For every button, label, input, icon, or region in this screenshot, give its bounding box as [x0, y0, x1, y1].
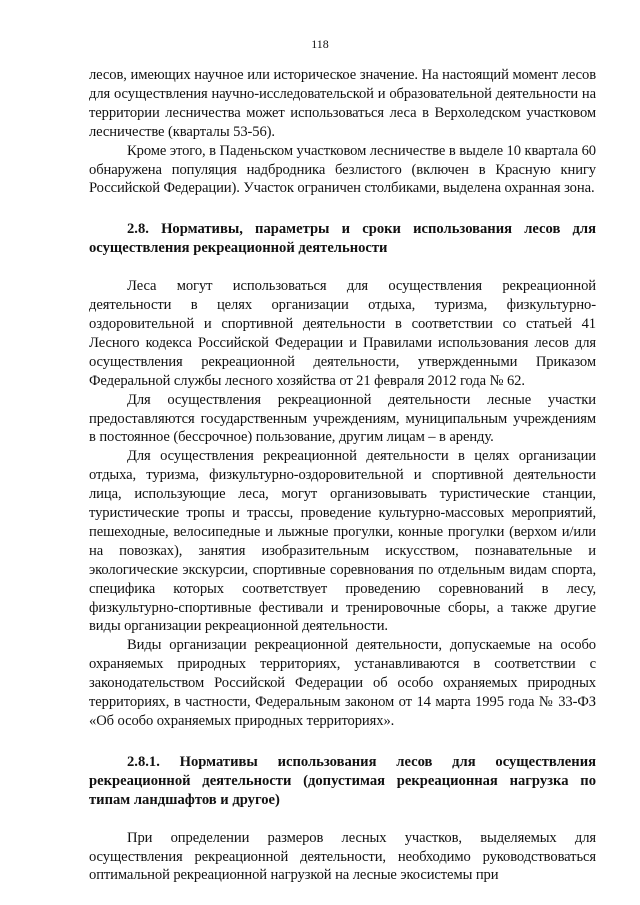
document-body — [89, 66, 596, 885]
paragraph: Леса могут использоваться для осуществления рекреационной деятельности в целях организации отдыха, туризма, физкультурно-оздоровительной и спортивной деятельности в соответствии со статьей 41 Лесного кодекса Российской Федерации и Правилами использования лесов для осуществления рекреационной деятельности, утвержденными Приказом Федеральной службы лесного хозяйства от 21 февраля 2012 года № 62. — [89, 278, 596, 389]
paragraph: При определении размеров лесных участков, выделяемых для осуществления рекреационной деятельности, необходимо руководствоваться оптимальной рекреационной нагрузкой на лесные экосистемы при — [89, 829, 596, 884]
page-number: 118 — [311, 37, 329, 51]
paragraph: Виды организации рекреационной деятельности, допускаемые на особо охраняемых природных территориях, устанавливаются в соответствии с законодательством Российской Федерации об особо охраняемых природных территориях, в частности, Федеральным законом от 14 марта 1995 года № 33-ФЗ «Об особо охраняемых природных территориях». — [89, 637, 596, 729]
paragraph: Кроме этого, в Паденьском участковом лесничестве в выделе 10 квартала 60 обнаружена популяция надбродника безлистого (включен в Красную книгу Российской Федерации). Участок ограничен столбиками, выделена охранная зона. — [89, 142, 596, 197]
paragraph: Для осуществления рекреационной деятельности лесные участки предоставляются государственным учреждениям, муниципальным учреждениям в постоянное (бессрочное) пользование, другим лицам – в аренду. — [89, 391, 596, 446]
subsection-heading: 2.8.1. Нормативы использования лесов для осуществления рекреационной деятельности (допустимая рекреационная нагрузка по типам ландшафтов и другое) — [89, 753, 596, 808]
paragraph: лесов, имеющих научное или историческое значение. На настоящий момент лесов для осуществления научно-исследовательской и образовательной деятельности на территории лесничества может использоваться леса в Верхоледском участковом лесничестве (кварталы 53-56). — [89, 67, 596, 140]
paragraph: Для осуществления рекреационной деятельности в целях организации отдыха, туризма, физкультурно-оздоровительной и спортивной деятельности лица, использующие леса, могут организовывать туристические станции, туристические тропы и трассы, проведение культурно-массовых мероприятий, пешеходные, велосипедные и лыжные прогулки, конные прогулки (верхом и/или на повозках), занятия изобразительным искусством, познавательные и экологические экскурсии, спортивные соревнования по отдельным видам спорта, специфика которых соответствует проведению соревнований в лесу, физкультурно-спортивные фестивали и тренировочные сборы, а также другие виды организации рекреационной деятельности. — [89, 448, 596, 635]
section-heading: 2.8. Нормативы, параметры и сроки использования лесов для осуществления рекреационной деятельности — [89, 221, 596, 257]
